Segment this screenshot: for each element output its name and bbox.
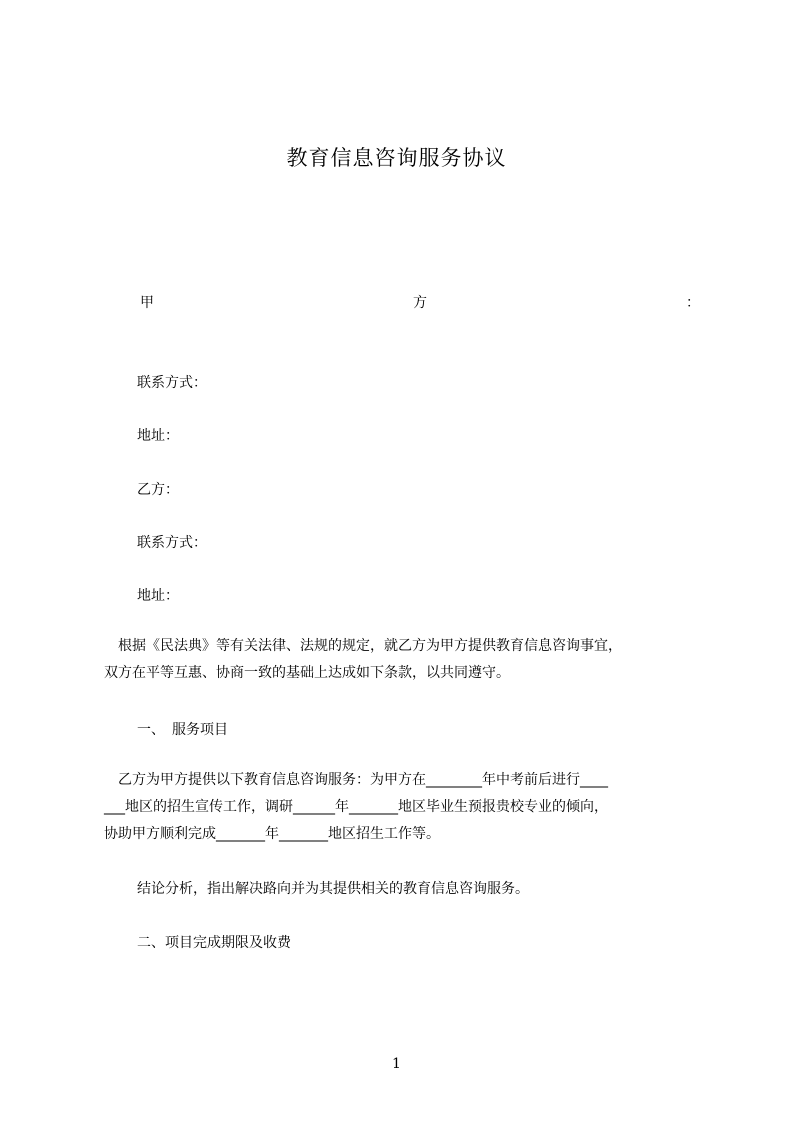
conclusion-line: 结论分析，指出解决路向并为其提供相关的教育信息咨询服务。 [137, 881, 529, 897]
section-2-heading: 二、项目完成期限及收费 [137, 935, 291, 951]
party-a-contact: 联系方式： [137, 375, 207, 391]
party-a-address: 地址： [137, 428, 179, 444]
party-a-label [140, 292, 700, 312]
section-1-heading: 一、 服务项目 [137, 722, 228, 738]
section-1-paragraph [104, 767, 704, 848]
intro-line: 双方在平等互惠、协商一致的基础上达成如下条款，以共同遵守。 [104, 665, 510, 681]
document-title: 教育信息咨询服务协议 [286, 146, 507, 170]
party-b-contact: 联系方式： [137, 535, 207, 551]
party-b-address: 地址： [137, 588, 179, 604]
party-a-char-1: 甲 [140, 295, 154, 311]
party-a-colon: ： [686, 295, 700, 311]
section-1-line: 协助甲方顺利完成_______年_______地区招生工作等。 [104, 826, 440, 842]
section-1-line: 乙方为甲方提供以下教育信息咨询服务：为甲方在________年中考前后进行____ [104, 772, 608, 788]
intro-paragraph [104, 633, 704, 687]
party-a-char-2: 方 [413, 295, 427, 311]
party-b-label: 乙方： [137, 482, 179, 498]
intro-line: 根据《民法典》等有关法律、法规的规定，就乙方为甲方提供教育信息咨询事宜， [104, 638, 622, 654]
page-number: 1 [392, 1056, 401, 1072]
section-1-line: ___地区的招生宣传工作，调研______年_______地区毕业生预报贵校专业的倾向， [104, 799, 608, 815]
